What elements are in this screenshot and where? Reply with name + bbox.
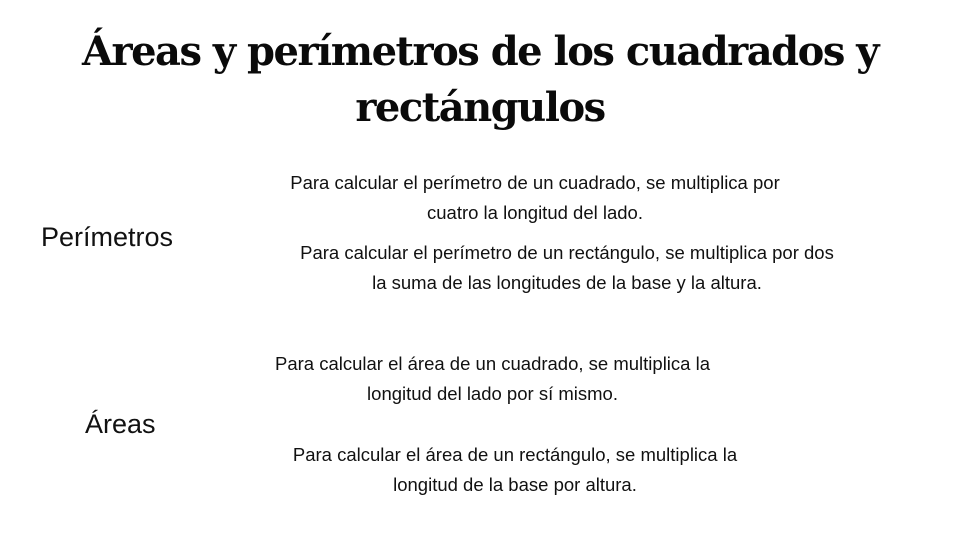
section-label-areas: Áreas (85, 409, 156, 439)
slide-title-line-2: rectángulos (355, 84, 605, 131)
slide-title (0, 24, 960, 136)
perimeter-square-line-2: cuatro la longitud del lado. (427, 202, 643, 223)
area-rectangle-line-2: longitud de la base por altura. (393, 474, 637, 495)
perimeter-square-text (225, 168, 845, 228)
perimeter-rectangle-line-2: la suma de las longitudes de la base y la altura. (372, 272, 762, 293)
area-square-text (220, 349, 765, 409)
area-square-line-2: longitud del lado por sí mismo. (367, 383, 618, 404)
slide-title-line-1: Áreas y perímetros de los cuadrados y (81, 28, 879, 75)
perimeter-rectangle-line-1: Para calcular el perímetro de un rectángulo, se multiplica por dos (300, 242, 834, 263)
section-label-perimetros: Perímetros (41, 222, 174, 252)
perimeter-square-line-1: Para calcular el perímetro de un cuadrado, se multiplica por (290, 172, 780, 193)
area-rectangle-text (235, 440, 795, 500)
perimeter-rectangle-text (232, 238, 902, 298)
area-square-line-1: Para calcular el área de un cuadrado, se multiplica la (275, 353, 710, 374)
area-rectangle-line-1: Para calcular el área de un rectángulo, se multiplica la (292, 444, 738, 465)
